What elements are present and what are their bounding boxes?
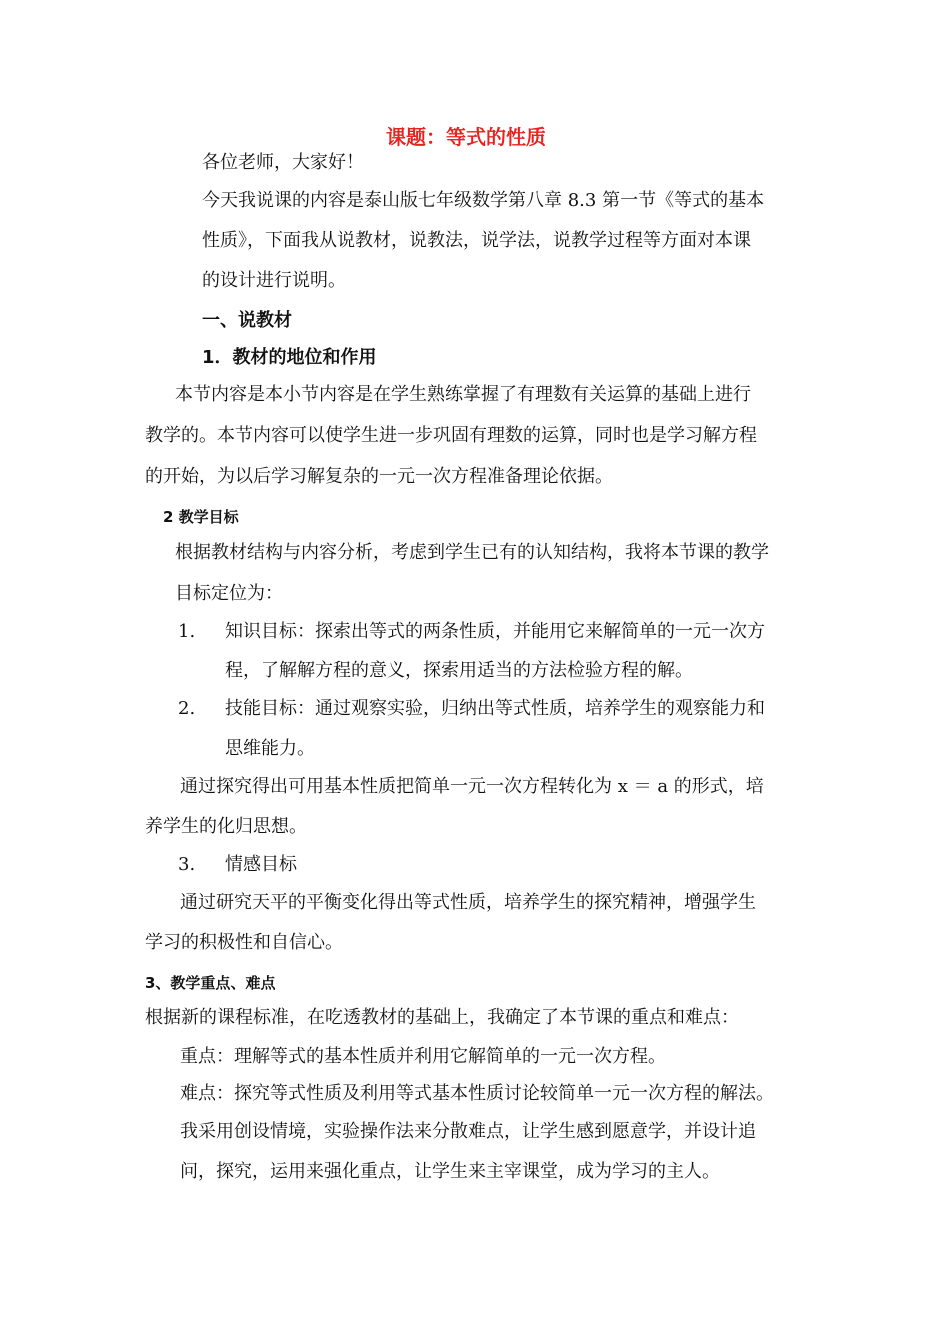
subsection-heading-position: 1．教材的地位和作用	[202, 347, 377, 368]
paragraph-line: 通过探究得出可用基本性质把简单一元一次方程转化为 x ＝ a 的形式，培	[180, 776, 764, 797]
goal-line: 技能目标：通过观察实验，归纳出等式性质，培养学生的观察能力和	[225, 698, 765, 719]
goal-line: 程，了解解方程的意义，探索用适当的方法检验方程的解。	[225, 660, 693, 681]
paragraph-line: 根据新的课程标准，在吃透教材的基础上，我确定了本节课的重点和难点：	[145, 1007, 739, 1028]
paragraph-line: 的开始，为以后学习解复杂的一元一次方程准备理论依据。	[145, 466, 613, 487]
goal-number: 3.	[178, 854, 196, 875]
page-title: 课题：等式的性质	[386, 125, 546, 149]
paragraph-line: 教学的。本节内容可以使学生进一步巩固有理数的运算，同时也是学习解方程	[145, 425, 757, 446]
goal-number: 2.	[178, 698, 196, 719]
subsection-heading-key-points: 3、教学重点、难点	[145, 974, 276, 992]
difficult-point: 难点：探究等式性质及利用等式基本性质讨论较简单一元一次方程的解法。	[180, 1083, 774, 1104]
goal-number: 1.	[178, 621, 196, 642]
key-point: 重点：理解等式的基本性质并利用它解简单的一元一次方程。	[180, 1046, 666, 1067]
goal-label: 情感目标	[225, 854, 297, 875]
intro-line-1: 今天我说课的内容是泰山版七年级数学第八章 8.3 第一节《等式的基本	[202, 190, 765, 211]
subsection-heading-goals: 2 教学目标	[163, 508, 239, 526]
paragraph-line: 学习的积极性和自信心。	[145, 932, 343, 953]
paragraph-line: 问，探究，运用来强化重点，让学生来主宰课堂，成为学习的主人。	[180, 1161, 720, 1182]
intro-line-2: 性质》，下面我从说教材，说教法，说学法，说教学过程等方面对本课	[202, 230, 751, 251]
paragraph-line: 本节内容是本小节内容是在学生熟练掌握了有理数有关运算的基础上进行	[175, 384, 751, 405]
paragraph-line: 我采用创设情境，实验操作法来分散难点，让学生感到愿意学，并设计追	[180, 1121, 756, 1142]
paragraph-line: 养学生的化归思想。	[145, 816, 307, 837]
goal-line: 知识目标：探索出等式的两条性质，并能用它来解简单的一元一次方	[225, 621, 765, 642]
paragraph-line: 根据教材结构与内容分析，考虑到学生已有的认知结构，我将本节课的教学	[175, 542, 769, 563]
goal-line: 思维能力。	[225, 738, 315, 759]
intro-line-3: 的设计进行说明。	[202, 270, 346, 291]
section-heading-textbook: 一、说教材	[202, 310, 292, 331]
paragraph-line: 目标定位为：	[175, 583, 283, 604]
paragraph-line: 通过研究天平的平衡变化得出等式性质，培养学生的探究精神，增强学生	[180, 892, 756, 913]
greeting: 各位老师，大家好！	[202, 152, 364, 173]
